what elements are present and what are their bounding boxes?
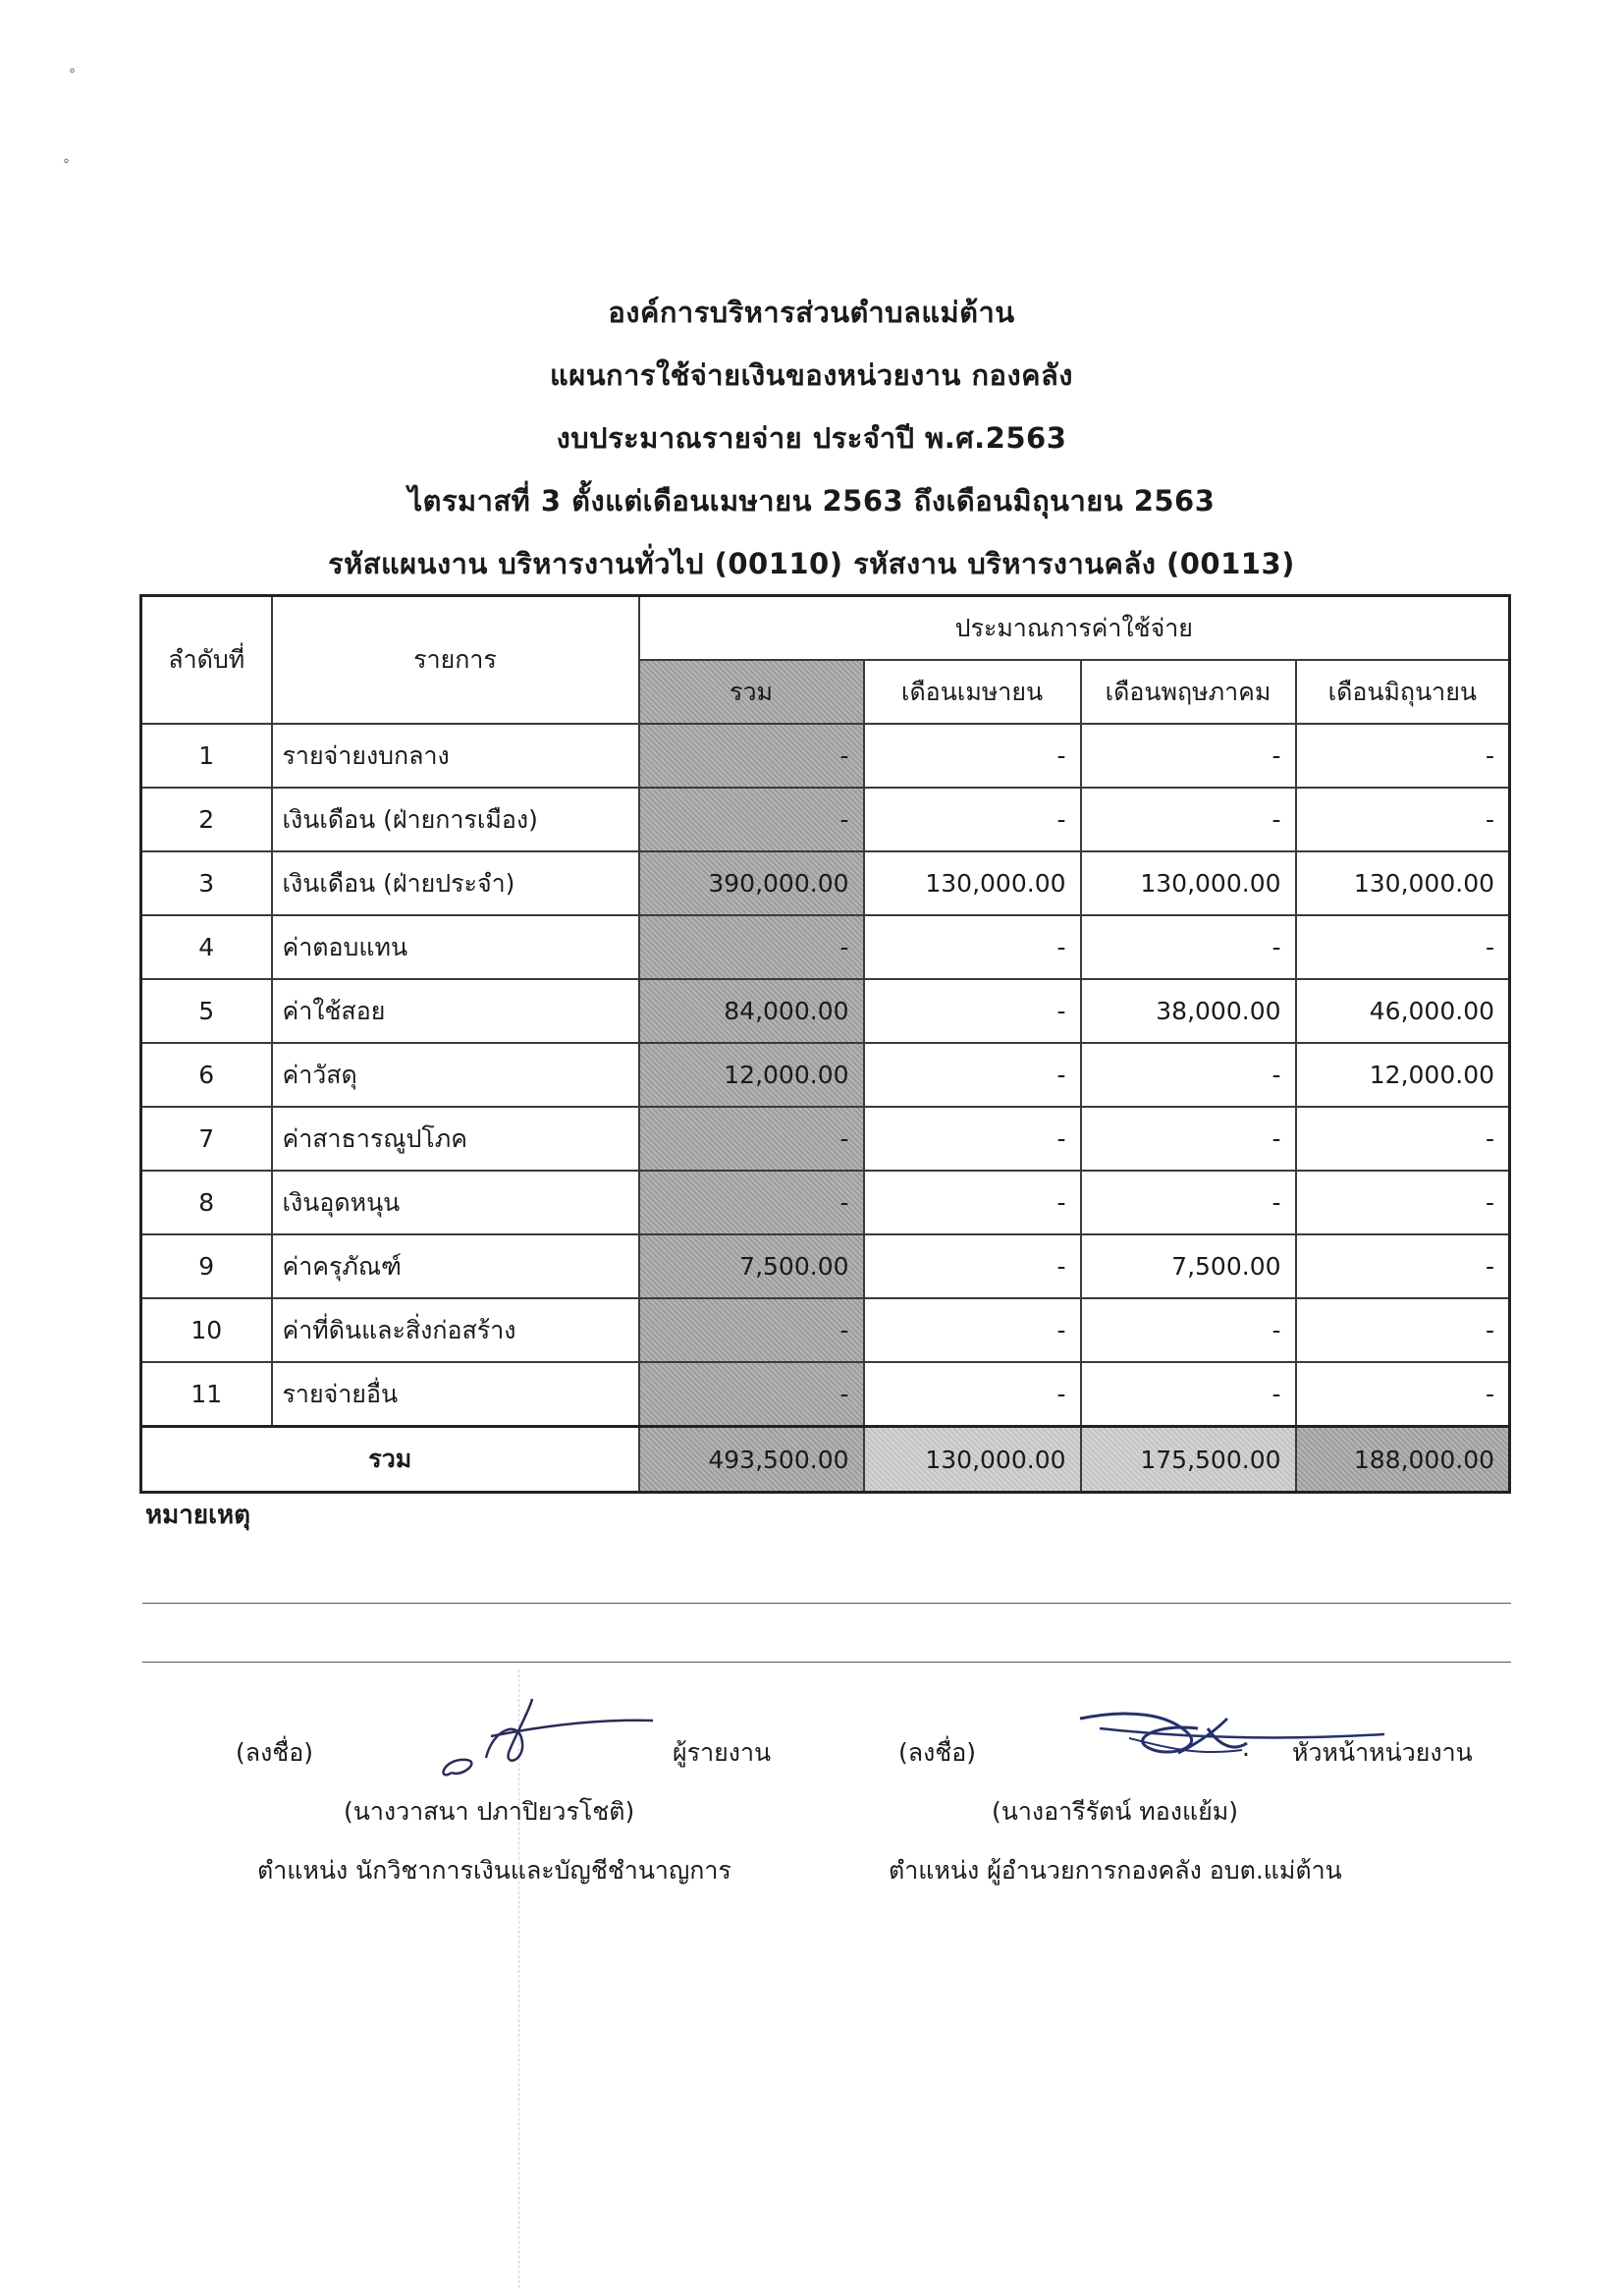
right-sign-prefix: (ลงชื่อ): [898, 1738, 977, 1767]
row-april: -: [864, 1107, 1081, 1171]
row-april: -: [864, 915, 1081, 979]
left-position: ตำแหน่ง นักวิชาการเงินและบัญชีชำนาญการ: [257, 1856, 731, 1885]
row-june: -: [1296, 1362, 1510, 1427]
row-april: -: [864, 1171, 1081, 1234]
row-no: 2: [141, 788, 272, 851]
row-item: เงินเดือน (ฝ่ายการเมือง): [272, 788, 639, 851]
quarter-period: ไตรมาสที่ 3 ตั้งแต่เดือนเมษายน 2563 ถึงเดือนมิถุนายน 2563: [407, 484, 1216, 518]
left-sign-prefix: (ลงชื่อ): [236, 1738, 314, 1767]
budget-table: [139, 594, 1511, 1494]
row-june: 46,000.00: [1296, 979, 1510, 1043]
row-no: 4: [141, 915, 272, 979]
row-total: 12,000.00: [639, 1043, 864, 1107]
plan-title: แผนการใช้จ่ายเงินของหน่วยงาน กองคลัง: [550, 358, 1073, 392]
row-item: รายจ่ายอื่น: [272, 1362, 639, 1427]
row-total: -: [639, 1362, 864, 1427]
row-april: -: [864, 1043, 1081, 1107]
row-item: ค่าสาธารณูปโภค: [272, 1107, 639, 1171]
row-no: 7: [141, 1107, 272, 1171]
row-june: 130,000.00: [1296, 851, 1510, 915]
table-row: [141, 1298, 1510, 1362]
row-april: -: [864, 1234, 1081, 1298]
row-may: 38,000.00: [1081, 979, 1296, 1043]
header-total: รวม: [639, 660, 864, 724]
row-total: -: [639, 1107, 864, 1171]
row-no: 8: [141, 1171, 272, 1234]
row-total: -: [639, 1171, 864, 1234]
row-june: -: [1296, 724, 1510, 788]
row-no: 3: [141, 851, 272, 915]
row-item: ค่าตอบแทน: [272, 915, 639, 979]
note-line: [142, 1662, 1511, 1663]
right-role: หัวหน้าหน่วยงาน: [1292, 1738, 1473, 1767]
table-row: [141, 915, 1510, 979]
row-may: -: [1081, 724, 1296, 788]
row-april: -: [864, 1298, 1081, 1362]
row-total: -: [639, 724, 864, 788]
row-total: -: [639, 915, 864, 979]
row-june: -: [1296, 1298, 1510, 1362]
header-item: รายการ: [272, 596, 639, 725]
header-april: เดือนเมษายน: [864, 660, 1081, 724]
sum-june: 188,000.00: [1296, 1427, 1510, 1493]
table-row: [141, 788, 1510, 851]
row-may: 130,000.00: [1081, 851, 1296, 915]
scan-speck: °: [63, 157, 70, 173]
sum-may: 175,500.00: [1081, 1427, 1296, 1493]
table-row: [141, 1234, 1510, 1298]
row-may: -: [1081, 1171, 1296, 1234]
row-no: 10: [141, 1298, 272, 1362]
sum-april: 130,000.00: [864, 1427, 1081, 1493]
row-no: 11: [141, 1362, 272, 1427]
left-name: (นางวาสนา ปภาปิยวรโชติ): [344, 1797, 635, 1826]
plan-code: รหัสแผนงาน บริหารงานทั่วไป (00110) รหัสงาน บริหารงานคลัง (00113): [328, 547, 1295, 580]
scan-speck: °: [69, 67, 76, 82]
row-no: 9: [141, 1234, 272, 1298]
row-no: 1: [141, 724, 272, 788]
row-may: -: [1081, 1107, 1296, 1171]
header-estimate: ประมาณการค่าใช้จ่าย: [639, 596, 1510, 661]
row-june: 12,000.00: [1296, 1043, 1510, 1107]
row-may: -: [1081, 788, 1296, 851]
row-june: -: [1296, 1107, 1510, 1171]
row-item: เงินอุดหนุน: [272, 1171, 639, 1234]
table-row: [141, 979, 1510, 1043]
row-june: -: [1296, 1234, 1510, 1298]
header-may: เดือนพฤษภาคม: [1081, 660, 1296, 724]
row-no: 5: [141, 979, 272, 1043]
note-line: [142, 1603, 1511, 1604]
header-june: เดือนมิถุนายน: [1296, 660, 1510, 724]
row-no: 6: [141, 1043, 272, 1107]
row-item: ค่าครุภัณฑ์: [272, 1234, 639, 1298]
row-may: -: [1081, 1362, 1296, 1427]
row-item: ค่าวัสดุ: [272, 1043, 639, 1107]
table-row: [141, 724, 1510, 788]
row-may: -: [1081, 1298, 1296, 1362]
table-row: [141, 1107, 1510, 1171]
note-label: หมายเหตุ: [145, 1501, 251, 1530]
row-may: -: [1081, 1043, 1296, 1107]
budget-year: งบประมาณรายจ่าย ประจำปี พ.ศ.2563: [556, 421, 1067, 455]
table-row: [141, 1043, 1510, 1107]
total-row: [141, 1427, 1510, 1493]
org-name: องค์การบริหารส่วนตำบลแม่ต้าน: [608, 296, 1015, 329]
row-april: -: [864, 788, 1081, 851]
row-june: -: [1296, 1171, 1510, 1234]
left-role: ผู้รายงาน: [673, 1738, 772, 1767]
row-total: 390,000.00: [639, 851, 864, 915]
row-april: -: [864, 979, 1081, 1043]
row-may: 7,500.00: [1081, 1234, 1296, 1298]
table-row: [141, 1171, 1510, 1234]
right-position: ตำแหน่ง ผู้อำนวยการกองคลัง อบต.แม่ต้าน: [889, 1856, 1342, 1885]
row-april: -: [864, 724, 1081, 788]
row-april: -: [864, 1362, 1081, 1427]
table-row: [141, 851, 1510, 915]
row-june: -: [1296, 788, 1510, 851]
row-item: เงินเดือน (ฝ่ายประจำ): [272, 851, 639, 915]
row-item: ค่าใช้สอย: [272, 979, 639, 1043]
row-june: -: [1296, 915, 1510, 979]
row-total: 7,500.00: [639, 1234, 864, 1298]
table-row: [141, 1362, 1510, 1427]
header-no: ลำดับที่: [141, 596, 272, 725]
row-total: -: [639, 1298, 864, 1362]
row-total: 84,000.00: [639, 979, 864, 1043]
row-total: -: [639, 788, 864, 851]
sum-total: 493,500.00: [639, 1427, 864, 1493]
total-label: รวม: [141, 1427, 639, 1493]
row-may: -: [1081, 915, 1296, 979]
right-dot: .: [1242, 1733, 1250, 1762]
right-name: (นางอารีรัตน์ ทองแย้ม): [992, 1797, 1238, 1826]
row-april: 130,000.00: [864, 851, 1081, 915]
document-header: [0, 281, 1623, 595]
row-item: ค่าที่ดินและสิ่งก่อสร้าง: [272, 1298, 639, 1362]
row-item: รายจ่ายงบกลาง: [272, 724, 639, 788]
